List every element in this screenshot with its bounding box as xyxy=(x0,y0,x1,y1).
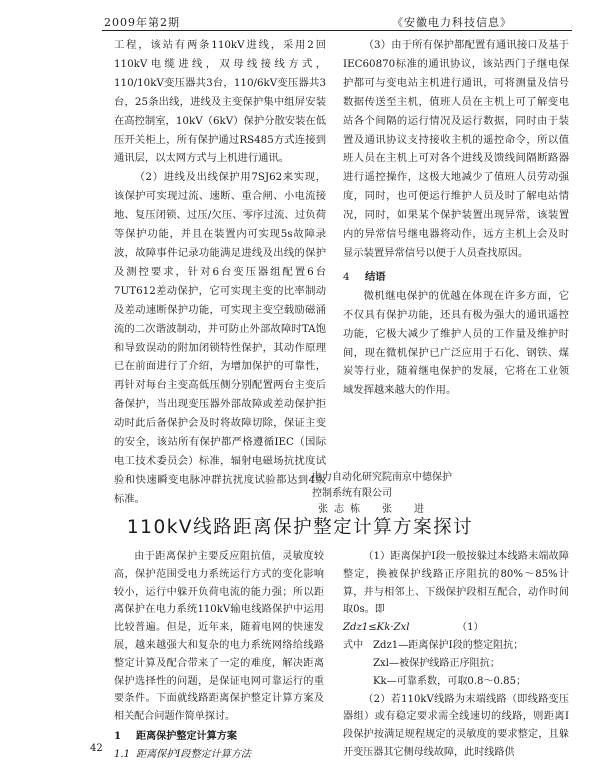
conclusion-heading xyxy=(343,268,569,287)
paragraph: （1）距离保护Ⅰ段一般按躲过本线路末端故障整定，换被保护线路正序阻抗的80%～85%计算，并与相邻上、下级保护段相互配合，动作时间取0s。即 xyxy=(343,551,569,616)
article-title: 110kV线路距离保护整定计算方案探讨 xyxy=(126,517,474,538)
formula: Zdz1≤Kk·Zxl xyxy=(343,622,410,634)
definition-text: Zdz1—距离保护Ⅰ段的整定阻抗； xyxy=(373,640,524,652)
section-heading xyxy=(114,728,324,746)
paragraph: （2）进线及出线保护用7SJ62来实现，该保护可实现过流、速断、重合闸、小电流接地、复压闭锁、过压/欠压、零序过流、过负荷等保护功能，并且在装置内可实现5s故障录波，故障事件记录功能满足进线及出线的保护及测控要求，针对6台变压器组配置6台7UT612差动保护，它可实现主变的比率制动及差动速断保护功能，可实现主变空载励磁涌流的二次谐波制动，并可防止外部故障时TA饱和导致误动的附加闭锁特性保护，其动作原理已在前面进行了介绍，为增加保护的可靠性，再针对每台主变高低压侧分别配置两台主变后备保护，当出现变压器外部故障或差动保护拒动时此后备保护会及时将故障切除，保证主变的安全，该站所有保护都严格遵循IEC（国际电工技术委员会）标准，辐射电磁场抗扰度试验和快速瞬变电脉冲群抗扰度试验都达到4级标准。 xyxy=(114,171,326,505)
header-journal: 《安徽电力科技信息》 xyxy=(392,16,512,29)
author-names: 张志栋 张 进 xyxy=(318,504,430,515)
header-issue: 2009年第2期 xyxy=(104,16,180,29)
prev-article-left-column xyxy=(114,36,326,509)
author-block xyxy=(312,470,572,518)
prev-article-right-column xyxy=(343,36,569,400)
conclusion-text: 微机继电保护的优越在体现在许多方面，它不仅具有保护功能，还具有极为强大的通讯遥控功能，它极大减少了维护人员的工作量及维护时间，现在微机保护已广泛应用于石化、钢铁、煤炭等行业，随着继电保护的发展，它将在工业领域发挥越来越大的作用。 xyxy=(343,289,569,397)
section-number: 1 xyxy=(114,730,122,742)
definition: Kk—可靠系数，可取0.8～0.85； xyxy=(373,675,527,687)
paragraph: （3）由于所有保护都配置有通讯接口及基于IEC60870标准的通讯协议，该站西门子继电保护都可与变电站主机进行通讯，可将测量及信号数据传送至主机，值班人员在主机上可了解变电站各个间隔的运行情况及运行数据，同时由于装置及通讯协议支持接收主机的遥控命令，所以值班人员在主机上可对各个进线及馈线间隔断路器进行遥控操作，这极大地减少了值班人员劳动强度，同时，也可便运行维护人员及时了解电站情况，同时，如果某个保护装置出现异常，该装置内的异常信号继电器将动作，远方主机上会及时显示装置异常信号以便于人员查找原因。 xyxy=(343,39,569,259)
author-affiliation: 电力自动化研究院南京中德保护控制系统有限公司 xyxy=(312,472,452,499)
definition: Zxl—被保护线路正序阻抗； xyxy=(373,657,500,669)
header-rule xyxy=(102,30,572,31)
subsection-heading xyxy=(114,746,324,764)
page-number: 42 xyxy=(90,743,103,754)
definition-prefix: 式中 xyxy=(343,640,364,652)
subsection-title: 距离保护Ⅰ段整定计算方法 xyxy=(136,748,252,760)
article-left-column xyxy=(114,548,324,764)
intro-paragraph: 由于距离保护主要反应阻抗值，灵敏度较高，保护范围受电力系统运行方式的变化影响较小，运行中躲开负荷电流的能力强；所以距离保护在电力系统110kV输电线路保护中运用比较普遍。但是，近年来，随着电网的快速发展，越来越强大和复杂的电力系统网络给线路整定计算及配合带来了一定的难度，解决距离保护选择性的问题，是保证电网可靠运行的重要条件。下面就线路距离保护整定计算方案及相关配合问题作简单探讨。 xyxy=(114,551,324,723)
section-title: 结语 xyxy=(365,270,386,283)
formula-row xyxy=(343,619,569,637)
section-number: 4 xyxy=(343,270,350,283)
paragraph: （2）若110kV线路为末端线路（即线路变压器组）或有稳定要求需全线速切的线路，则距离Ⅰ段保护按满足规程规定的灵敏度的要求整定，且躲开变压器其它侧母线故障，此时线路供 xyxy=(343,693,569,758)
formula-number: （1） xyxy=(457,622,484,634)
subsection-number: 1.1 xyxy=(114,748,131,760)
paragraph: 工程，该站有两条110kV进线，采用2回110kV电缆进线，双母线接线方式，110/10kV变压器共3台，110/6kV变压器共3台，25条出线，进线及主变保护集中组屏安装在高控制室，10kV（6kV）保护分散安装在低压开关柜上，所有保护通过RS485方式连接到通讯层，以太网方式与上机进行通讯。 xyxy=(114,39,326,165)
section-title: 距离保护整定计算方案 xyxy=(136,730,237,742)
definition xyxy=(343,637,569,655)
article-right-column xyxy=(343,548,569,762)
